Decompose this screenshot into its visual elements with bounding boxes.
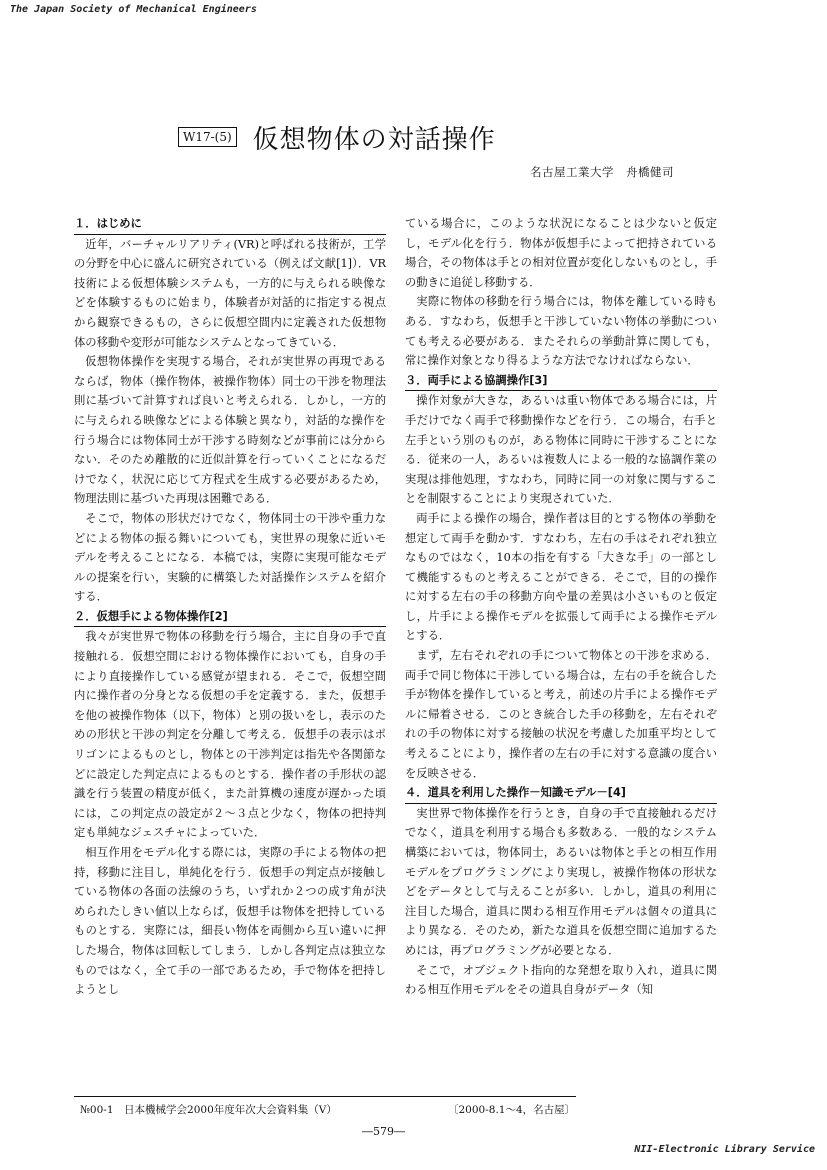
body-paragraph: 実世界で物体操作を行うとき，自身の手で直接触れるだけでなく，道具を利用する場合も多数ある．一般的なシステム構築においては，物体同士，あるいは物体と手との相互作用モデルをプログラミングにより実現し，被操作物体の形状などをデータとして与えることが多い．しかし，道具の利用に注目した場合，道具に関わる相互作用モデルは個々の道具により異なる．そのため，新たな道具を仮想空間に追加するためには，再プログラミングが必要となる． xyxy=(405,806,717,957)
author-affiliation: 名古屋工業大学 舟橋健司 xyxy=(530,165,674,179)
body-paragraph: 相互作用をモデル化する際には，実際の手による物体の把持，移動に注目し，単純化を行う．仮想手の判定点が接触している物体の各面の法線のうち，いずれか２つの成す角が決められたしきい値以上ならば，仮想手は物体を把持しているものとする．実際には，細長い物体を両側から互い違いに押した場合，物体は回転してしまう．しかし各判定点は独立なものではなく，全て手の一部であるため，手で物体を把持しようとし xyxy=(74,846,386,997)
body-paragraph: そこで，オブジェクト指向的な発想を取り入れ，道具に関わる相互作用モデルをその道具自身がデータ（知 xyxy=(405,963,717,997)
footer-conference: №00-1 日本機械学会2000年度年次大会資料集（Ⅴ） xyxy=(80,1104,337,1116)
body-paragraph: 両手による操作の場合，操作者は目的とする物体の挙動を想定して両手を動かす．すなわち，左右の手はそれぞれ独立なものではなく，10本の指を有する「大きな手」の一部として機能するものと考えることができる．そこで，目的の操作に対する左右の手の移動方向や量の差異は小さいものと仮定し，片手による操作モデルを拡張して両手による操作モデルとする． xyxy=(405,511,717,643)
nii-footer: NII-Electronic Library Service xyxy=(634,1144,815,1155)
section-heading: １．はじめに xyxy=(74,214,386,235)
footer-divider xyxy=(74,1096,576,1097)
paper-title: 仮想物体の対話操作 xyxy=(252,124,496,155)
body-paragraph: そこで，物体の形状だけでなく，物体同士の干渉や重力などによる物体の振る舞いについても，実世界の現象に近いモデルを考えることになる．本稿では，実際に実現可能なモデルの提案を行い，実験的に構築した対話操作システムを紹介する． xyxy=(74,511,386,604)
society-header: The Japan Society of Mechanical Engineers xyxy=(10,4,257,15)
footer-date: 〔2000-8.1～4，名古屋〕 xyxy=(448,1104,576,1116)
body-paragraph: 近年，バーチャルリアリティ(VR)と呼ばれる技術が，工学の分野を中心に盛んに研究されている（例えば文献[1]）．VR 技術による仮想体験システムも，一方的に与えられる映像などを体験するものに始まり，体験者が対話的に指定する視点から観察できるもの，さらに仮想空間内に定義された仮想物体の移動や変形が可能なシステムとなってきている． xyxy=(74,237,386,349)
page-number: ―579― xyxy=(362,1125,405,1138)
right-column xyxy=(405,214,717,1000)
body-paragraph: 操作対象が大きな，あるいは重い物体である場合には，片手だけでなく両手で移動操作などを行う．この場合，右手と左手という別のものが，ある物体に同時に干渉することになる．従来の一人，あるいは複数人による一般的な協調作業の実現は排他処理，すなわち，同時に同一の対象に関与することを制限することにより実現されていた． xyxy=(405,394,717,506)
body-paragraph: まず，左右それぞれの手について物体との干渉を求める．両手で同じ物体に干渉している場合は，左右の手を統合した手が物体を操作していると考え，前述の片手による操作モデルに帰着させる．このとき統合した手の移動を，左右それぞれの手の物体に対する接触の状況を考慮した加重平均として考えることにより，操作者の左右の手に対する意識の度合いを反映させる． xyxy=(405,649,717,780)
left-column xyxy=(74,214,386,1000)
body-paragraph: 我々が実世界で物体の移動を行う場合，主に自身の手で直接触れる．仮想空間における物体操作においても，自身の手により直接操作している感覚が望まれる．そこで，仮想空間内に操作者の分身となる仮想の手を定義する．また，仮想手を他の被操作物体（以下，物体）と別の扱いをし，表示のための形状と干渉の判定を分離して考える．仮想手の表示はポリゴンによるものとし，物体との干渉判定は指先や各関節などに設定した判定点によるものとする．操作者の手形状の認識を行う装置の精度が低く，また計算機の速度が遅かった頃には，この判定点の設定が２～３点と少なく，物体の把持判定も単純なジェスチャによっていた． xyxy=(74,630,386,840)
session-code-badge: W17-(5) xyxy=(178,127,237,147)
body-paragraph: 仮想物体操作を実現する場合，それが実世界の再現であるならば，物体（操作物体，被操作物体）同士の干渉を物理法則に基づいて計算すれば良いと考えられる．しかし，一方的に与えられる映像などによる体験と異なり，対話的な操作を行う場合には物体同士が干渉する時刻などが事前には分からない．そのため離散的に近似計算を行っていくことになるだけでなく，状況に応じて方程式を生成する必要があるため，物理法則に基づいた再現は困難である． xyxy=(74,355,386,506)
body-paragraph: ている場合に，このような状況になることは少ないと仮定し，モデル化を行う．物体が仮想手によって把持されている場合，その物体は手との相対位置が変化しないものとし，手の動きに追従し移動する． xyxy=(405,217,717,289)
section-heading: ２．仮想手による物体操作[2] xyxy=(74,607,386,628)
body-paragraph: 実際に物体の移動を行う場合には，物体を離している時もある．すなわち，仮想手と干渉していない物体の挙動についても考える必要がある．またそれらの挙動計算に関しても，常に操作対象となり得るような方法でなければならない． xyxy=(405,295,717,368)
section-heading: ３．両手による協調操作[3] xyxy=(405,371,717,392)
section-heading: ４．道具を利用した操作－知識モデル－[4] xyxy=(405,783,717,804)
title-row xyxy=(178,120,496,154)
